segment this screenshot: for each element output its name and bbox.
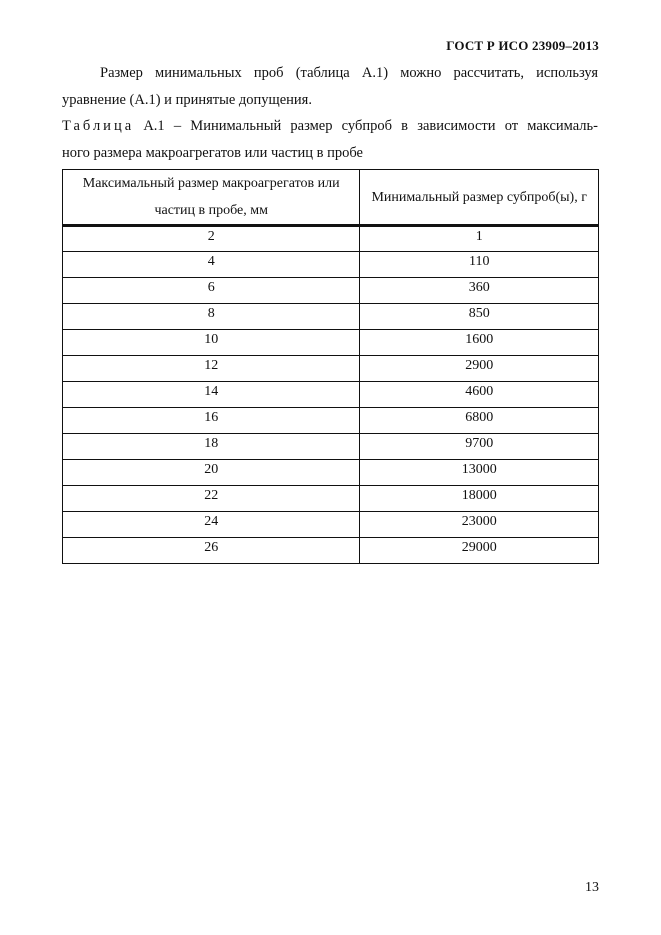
table-row: [63, 434, 599, 460]
cell-max-size: 8: [63, 304, 360, 330]
cell-min-subsample: 9700: [360, 434, 599, 460]
table-row: [63, 330, 599, 356]
table-row: [63, 226, 599, 252]
page-number: 13: [585, 880, 599, 895]
cell-max-size: 16: [63, 408, 360, 434]
cell-max-size: 12: [63, 356, 360, 382]
cell-max-size: 20: [63, 460, 360, 486]
table-caption: [62, 113, 598, 167]
table-body: [63, 226, 599, 564]
table-row: [63, 460, 599, 486]
caption-label: Таблица: [62, 118, 135, 134]
intro-paragraph: [62, 60, 598, 114]
column-header-max-size: Максимальный размер макроагрегатов или частиц в пробе, мм: [63, 170, 360, 226]
cell-min-subsample: 360: [360, 278, 599, 304]
table-row: [63, 512, 599, 538]
cell-min-subsample: 4600: [360, 382, 599, 408]
table-row: [63, 538, 599, 564]
column-header-min-subsample: Минимальный размер субпроб(ы), г: [360, 170, 599, 226]
cell-min-subsample: 1600: [360, 330, 599, 356]
caption-line-2: ного размера макроагрегатов или частиц в пробе: [62, 145, 363, 161]
cell-min-subsample: 13000: [360, 460, 599, 486]
cell-max-size: 18: [63, 434, 360, 460]
caption-line-1: [62, 113, 598, 140]
table-row: [63, 356, 599, 382]
table-row: [63, 382, 599, 408]
cell-max-size: 22: [63, 486, 360, 512]
table-row: [63, 408, 599, 434]
cell-min-subsample: 29000: [360, 538, 599, 564]
cell-max-size: 6: [63, 278, 360, 304]
cell-max-size: 24: [63, 512, 360, 538]
intro-line-1: Размер минимальных проб (таблица А.1) можно рассчитать, используя: [100, 65, 598, 81]
table-row: [63, 252, 599, 278]
cell-min-subsample: 850: [360, 304, 599, 330]
cell-min-subsample: 110: [360, 252, 599, 278]
table-row: [63, 278, 599, 304]
cell-max-size: 14: [63, 382, 360, 408]
caption-line-1-text: А.1 – Минимальный размер субпроб в зависимости от максималь-: [134, 118, 598, 134]
sample-size-table: [62, 169, 599, 564]
cell-max-size: 26: [63, 538, 360, 564]
cell-min-subsample: 2900: [360, 356, 599, 382]
table-row: [63, 304, 599, 330]
cell-min-subsample: 18000: [360, 486, 599, 512]
intro-line-2: уравнение (А.1) и принятые допущения.: [62, 92, 312, 108]
table-header-row: [63, 170, 599, 226]
table-row: [63, 486, 599, 512]
cell-min-subsample: 23000: [360, 512, 599, 538]
cell-min-subsample: 1: [360, 226, 599, 252]
cell-max-size: 4: [63, 252, 360, 278]
cell-max-size: 2: [63, 226, 360, 252]
cell-min-subsample: 6800: [360, 408, 599, 434]
document-code: ГОСТ Р ИСО 23909–2013: [446, 38, 599, 53]
cell-max-size: 10: [63, 330, 360, 356]
